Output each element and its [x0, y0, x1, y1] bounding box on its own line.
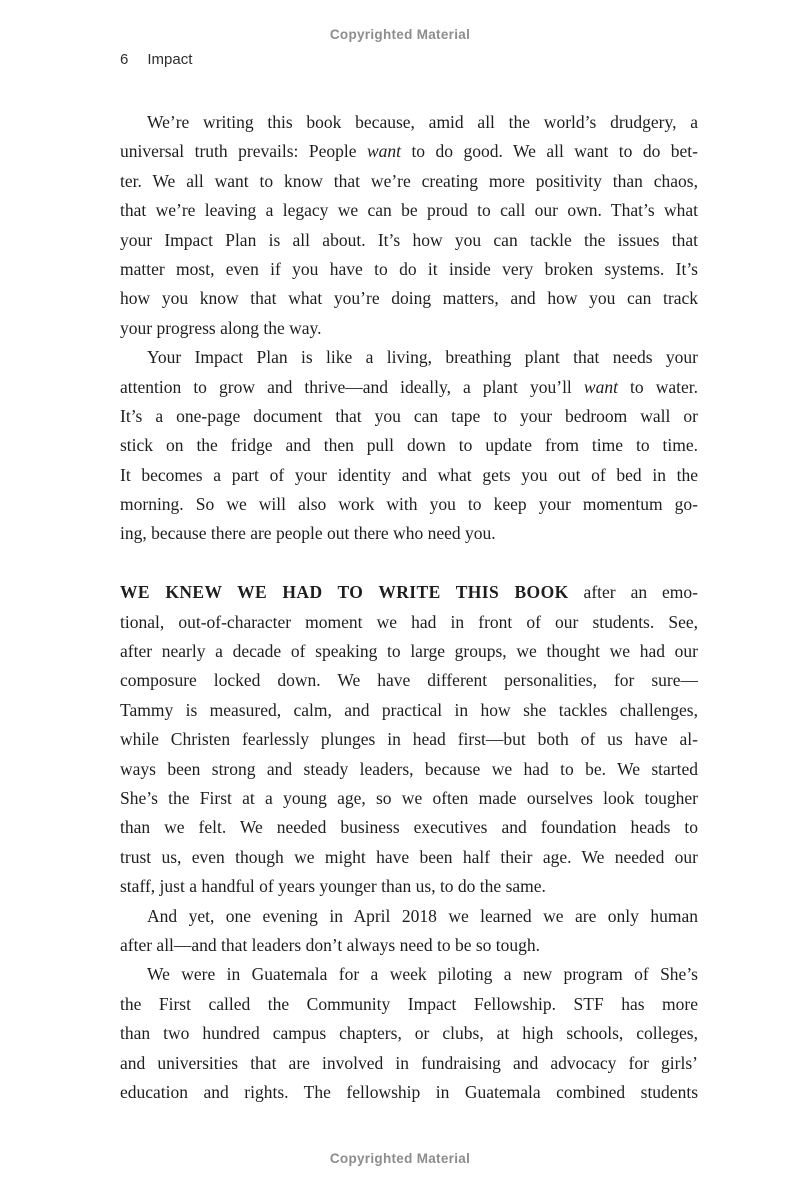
section-opener-caps: WE KNEW WE HAD TO WRITE THIS BOOK — [120, 582, 569, 603]
body-line: ter. We all want to know that we’re creating more positivity than chaos, — [120, 170, 698, 191]
emphasis-text: want — [583, 376, 618, 397]
body-line: that we’re leaving a legacy we can be proud to call our own. That’s what — [120, 200, 698, 221]
body-line: ing, because there are people out there who need you. — [120, 523, 496, 544]
body-line: than two hundred campus chapters, or clubs, at high schools, colleges, — [120, 1023, 698, 1044]
body-line: education and rights. The fellowship in Guatemala combined students — [120, 1081, 698, 1102]
page-number: 6 — [120, 51, 129, 68]
body-line: composure locked down. We have different personalities, for sure— — [120, 670, 698, 691]
body-line: WE KNEW WE HAD TO WRITE THIS BOOK after an emo- — [120, 582, 698, 603]
body-line: She’s the First at a young age, so we often made ourselves look tougher — [120, 787, 698, 808]
body-line: morning. So we will also work with you to keep your momentum go- — [120, 494, 698, 515]
body-line: the First called the Community Impact Fellowship. STF has more — [120, 993, 698, 1014]
chapter-title: Impact — [147, 51, 193, 68]
body-line: your Impact Plan is all about. It’s how you can tackle the issues that — [120, 229, 698, 250]
paragraph — [120, 902, 698, 961]
body-line: than we felt. We needed business executives and foundation heads to — [120, 817, 698, 838]
body-line: after nearly a decade of speaking to large groups, we thought we had our — [120, 641, 698, 662]
body-line: It becomes a part of your identity and what gets you out of bed in the — [120, 464, 698, 485]
body-line: stick on the fridge and then pull down to update from time to time. — [120, 435, 698, 456]
paragraph — [120, 960, 698, 1107]
body-line: universal truth prevails: People want to do good. We all want to do bet- — [120, 141, 698, 162]
body-line: how you know that what you’re doing matters, and how you can track — [120, 288, 698, 309]
paragraph — [120, 578, 698, 901]
body-line: It’s a one-page document that you can tape to your bedroom wall or — [120, 405, 698, 426]
body-line: attention to grow and thrive—and ideally, a plant you’ll want to water. — [120, 376, 698, 397]
body-line: after all—and that leaders don’t always need to be so tough. — [120, 934, 541, 955]
body-line: Your Impact Plan is like a living, breathing plant that needs your — [147, 347, 698, 368]
paragraph — [120, 108, 698, 343]
body-line: and universities that are involved in fundraising and advocacy for girls’ — [120, 1052, 698, 1073]
body-line: while Christen fearlessly plunges in head first—but both of us have al- — [120, 729, 698, 750]
body-text-block — [120, 108, 698, 1107]
copyright-notice-bottom: Copyrighted Material — [329, 1151, 471, 1166]
paragraph — [120, 343, 698, 549]
body-line: your progress along the way. — [120, 317, 322, 338]
emphasis-text: want — [366, 141, 401, 162]
body-line: We were in Guatemala for a week piloting a new program of She’s — [147, 964, 698, 985]
body-line: ways been strong and steady leaders, because we had to be. We started — [120, 758, 698, 779]
copyright-notice-top: Copyrighted Material — [329, 27, 471, 42]
body-line: And yet, one evening in April 2018 we learned we are only human — [147, 905, 698, 926]
body-line: We’re writing this book because, amid all the world’s drudgery, a — [147, 112, 698, 132]
body-line: trust us, even though we might have been half their age. We needed our — [120, 846, 698, 867]
running-header — [120, 51, 192, 68]
body-line: staff, just a handful of years younger than us, to do the same. — [120, 876, 546, 897]
body-line: matter most, even if you have to do it inside very broken systems. It’s — [120, 258, 698, 279]
body-line: Tammy is measured, calm, and practical in how she tackles challenges, — [120, 699, 698, 720]
body-line: tional, out-of-character moment we had in front of our students. See, — [120, 611, 698, 632]
